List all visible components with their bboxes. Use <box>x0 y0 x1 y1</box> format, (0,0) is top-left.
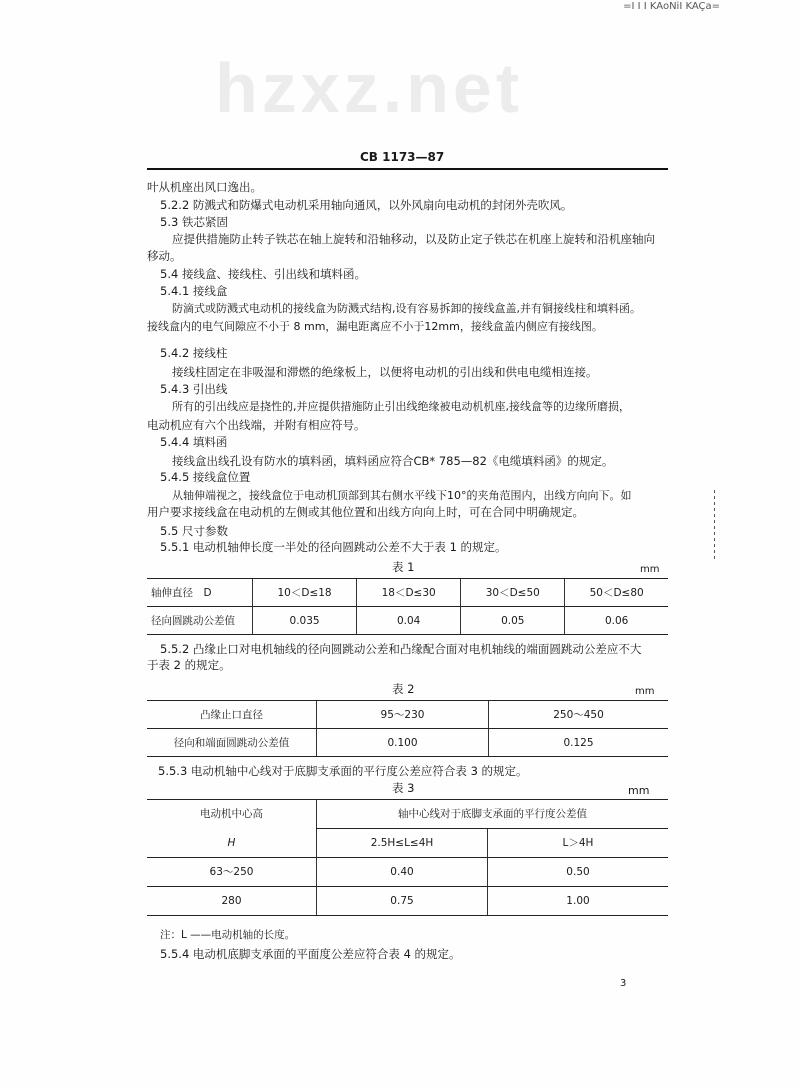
table1-caption: 表 1 <box>392 560 415 574</box>
table-cell: 0.100 <box>317 729 489 757</box>
table-cell: 30＜D≤50 <box>461 579 565 607</box>
table-cell: 0.125 <box>489 729 669 757</box>
section-5-5: 5.5 尺寸参数 <box>160 524 228 538</box>
table-cell: 0.40 <box>317 858 488 887</box>
text-line: 所有的引出线应是挠性的,并应提供措施防止引出线绝缘被电动机机座,接线盒等的边缘所磨损， <box>172 400 630 413</box>
table-cell: 0.50 <box>488 858 669 887</box>
table-cell: 径向圆跳动公差值 <box>147 607 253 635</box>
table-cell: 2.5H≤L≤4H <box>317 829 488 858</box>
section-5-2-2: 5.2.2 防溅式和防爆式电动机采用轴向通风，以外风扇向电动机的封闭外壳吹风。 <box>160 198 573 212</box>
table-cell: 0.75 <box>317 887 488 916</box>
section-5-4: 5.4 接线盒、接线柱、引出线和填料函。 <box>160 267 366 281</box>
table1-unit: mm <box>640 564 660 575</box>
table-cell: 250～450 <box>489 701 669 729</box>
table-cell: 280 <box>147 887 317 916</box>
text-line: 应提供措施防止转子铁芯在轴上旋转和沿轴移动，以及防止定子铁芯在机座上旋转和沿机座轴向 <box>172 232 655 246</box>
text-line: 移动。 <box>147 249 182 263</box>
section-5-5-3: 5.5.3 电动机轴中心线对于底脚支承面的平行度公差应符合表 3 的规定。 <box>158 764 528 778</box>
scan-margin-mark <box>714 490 715 560</box>
text-line: 接线柱固定在非吸湿和滞燃的绝缘板上，以便将电动机的引出线和供电电缆相连接。 <box>172 365 598 379</box>
table-cell: 0.035 <box>253 607 357 635</box>
table-1 <box>147 578 668 635</box>
text-line: 从轴伸端视之，接线盒位于电动机顶部到其右侧水平线下10°的夹角范围内，出线方向向下。如 <box>172 489 632 502</box>
table-cell: 63～250 <box>147 858 317 887</box>
table-cell: 95～230 <box>317 701 489 729</box>
table2-caption: 表 2 <box>392 682 415 696</box>
table3-caption: 表 3 <box>392 781 415 795</box>
section-5-5-4: 5.5.4 电动机底脚支承面的平面度公差应符合表 4 的规定。 <box>160 947 461 961</box>
section-5-3: 5.3 铁芯紧固 <box>160 215 228 229</box>
section-5-4-4: 5.4.4 填料函 <box>160 435 228 449</box>
table-cell: 0.05 <box>461 607 565 635</box>
table3-unit: mm <box>628 784 650 797</box>
table-cell: 凸缘止口直径 <box>147 701 317 729</box>
section-5-4-5: 5.4.5 接线盒位置 <box>160 470 251 484</box>
table-cell: 50＜D≤80 <box>565 579 668 607</box>
table-cell: 0.06 <box>565 607 668 635</box>
table3-note: 注：L ——电动机轴的长度。 <box>160 929 296 941</box>
table-2 <box>147 700 668 757</box>
table-cell: 0.04 <box>357 607 461 635</box>
table-cell: 电动机中心高 <box>147 800 317 829</box>
table-cell: 径向和端面圆跳动公差值 <box>147 729 317 757</box>
table-cell: H <box>147 829 317 858</box>
table-cell: 轴中心线对于底脚支承面的平行度公差值 <box>317 800 669 829</box>
section-5-4-2: 5.4.2 接线柱 <box>160 346 228 360</box>
section-5-4-3: 5.4.3 引出线 <box>160 382 228 396</box>
table2-unit: mm <box>635 686 655 697</box>
page-header: CB 1173—87 <box>360 150 445 164</box>
table-cell: 18＜D≤30 <box>357 579 461 607</box>
section-5-5-1: 5.5.1 电动机轴伸长度一半处的径向圆跳动公差不大于表 1 的规定。 <box>160 540 507 554</box>
table-3 <box>147 799 668 916</box>
watermark: hzxz.net <box>215 49 524 127</box>
section-5-5-2: 5.5.2 凸缘止口对电机轴线的径向圆跳动公差和凸缘配合面对电机轴线的端面圆跳动公差应不大 <box>160 642 642 656</box>
header-rule <box>147 168 668 170</box>
table-cell: 轴伸直径 D <box>147 579 253 607</box>
text-line: 接线盒内的电气间隙应不小于 8 mm，漏电距离应不小于12mm，接线盒盖内侧应有接线图。 <box>147 320 603 333</box>
text-line: 于表 2 的规定。 <box>147 658 231 672</box>
table-cell: 1.00 <box>488 887 669 916</box>
text-line: 防滴式或防溅式电动机的接线盒为防溅式结构,设有容易拆卸的接线盒盖,并有铜接线柱和填料函。 <box>172 302 641 315</box>
text-line: 接线盒出线孔设有防水的填料函，填料函应符合CB* 785—82《电缆填料函》的规定。 <box>172 454 614 468</box>
scan-mark: =I I I KAoNiI KAÇa= <box>623 1 720 12</box>
text-line: 电动机应有六个出线端，并附有相应符号。 <box>147 418 366 432</box>
table-cell: L＞4H <box>488 829 669 858</box>
section-5-4-1: 5.4.1 接线盒 <box>160 284 228 298</box>
table-cell: 10＜D≤18 <box>253 579 357 607</box>
page-number: 3 <box>620 978 627 989</box>
text-line: 用户要求接线盒在电动机的左侧或其他位置和出线方向向上时，可在合同中明确规定。 <box>147 505 584 519</box>
text-line: 叶从机座出风口逸出。 <box>147 180 262 194</box>
